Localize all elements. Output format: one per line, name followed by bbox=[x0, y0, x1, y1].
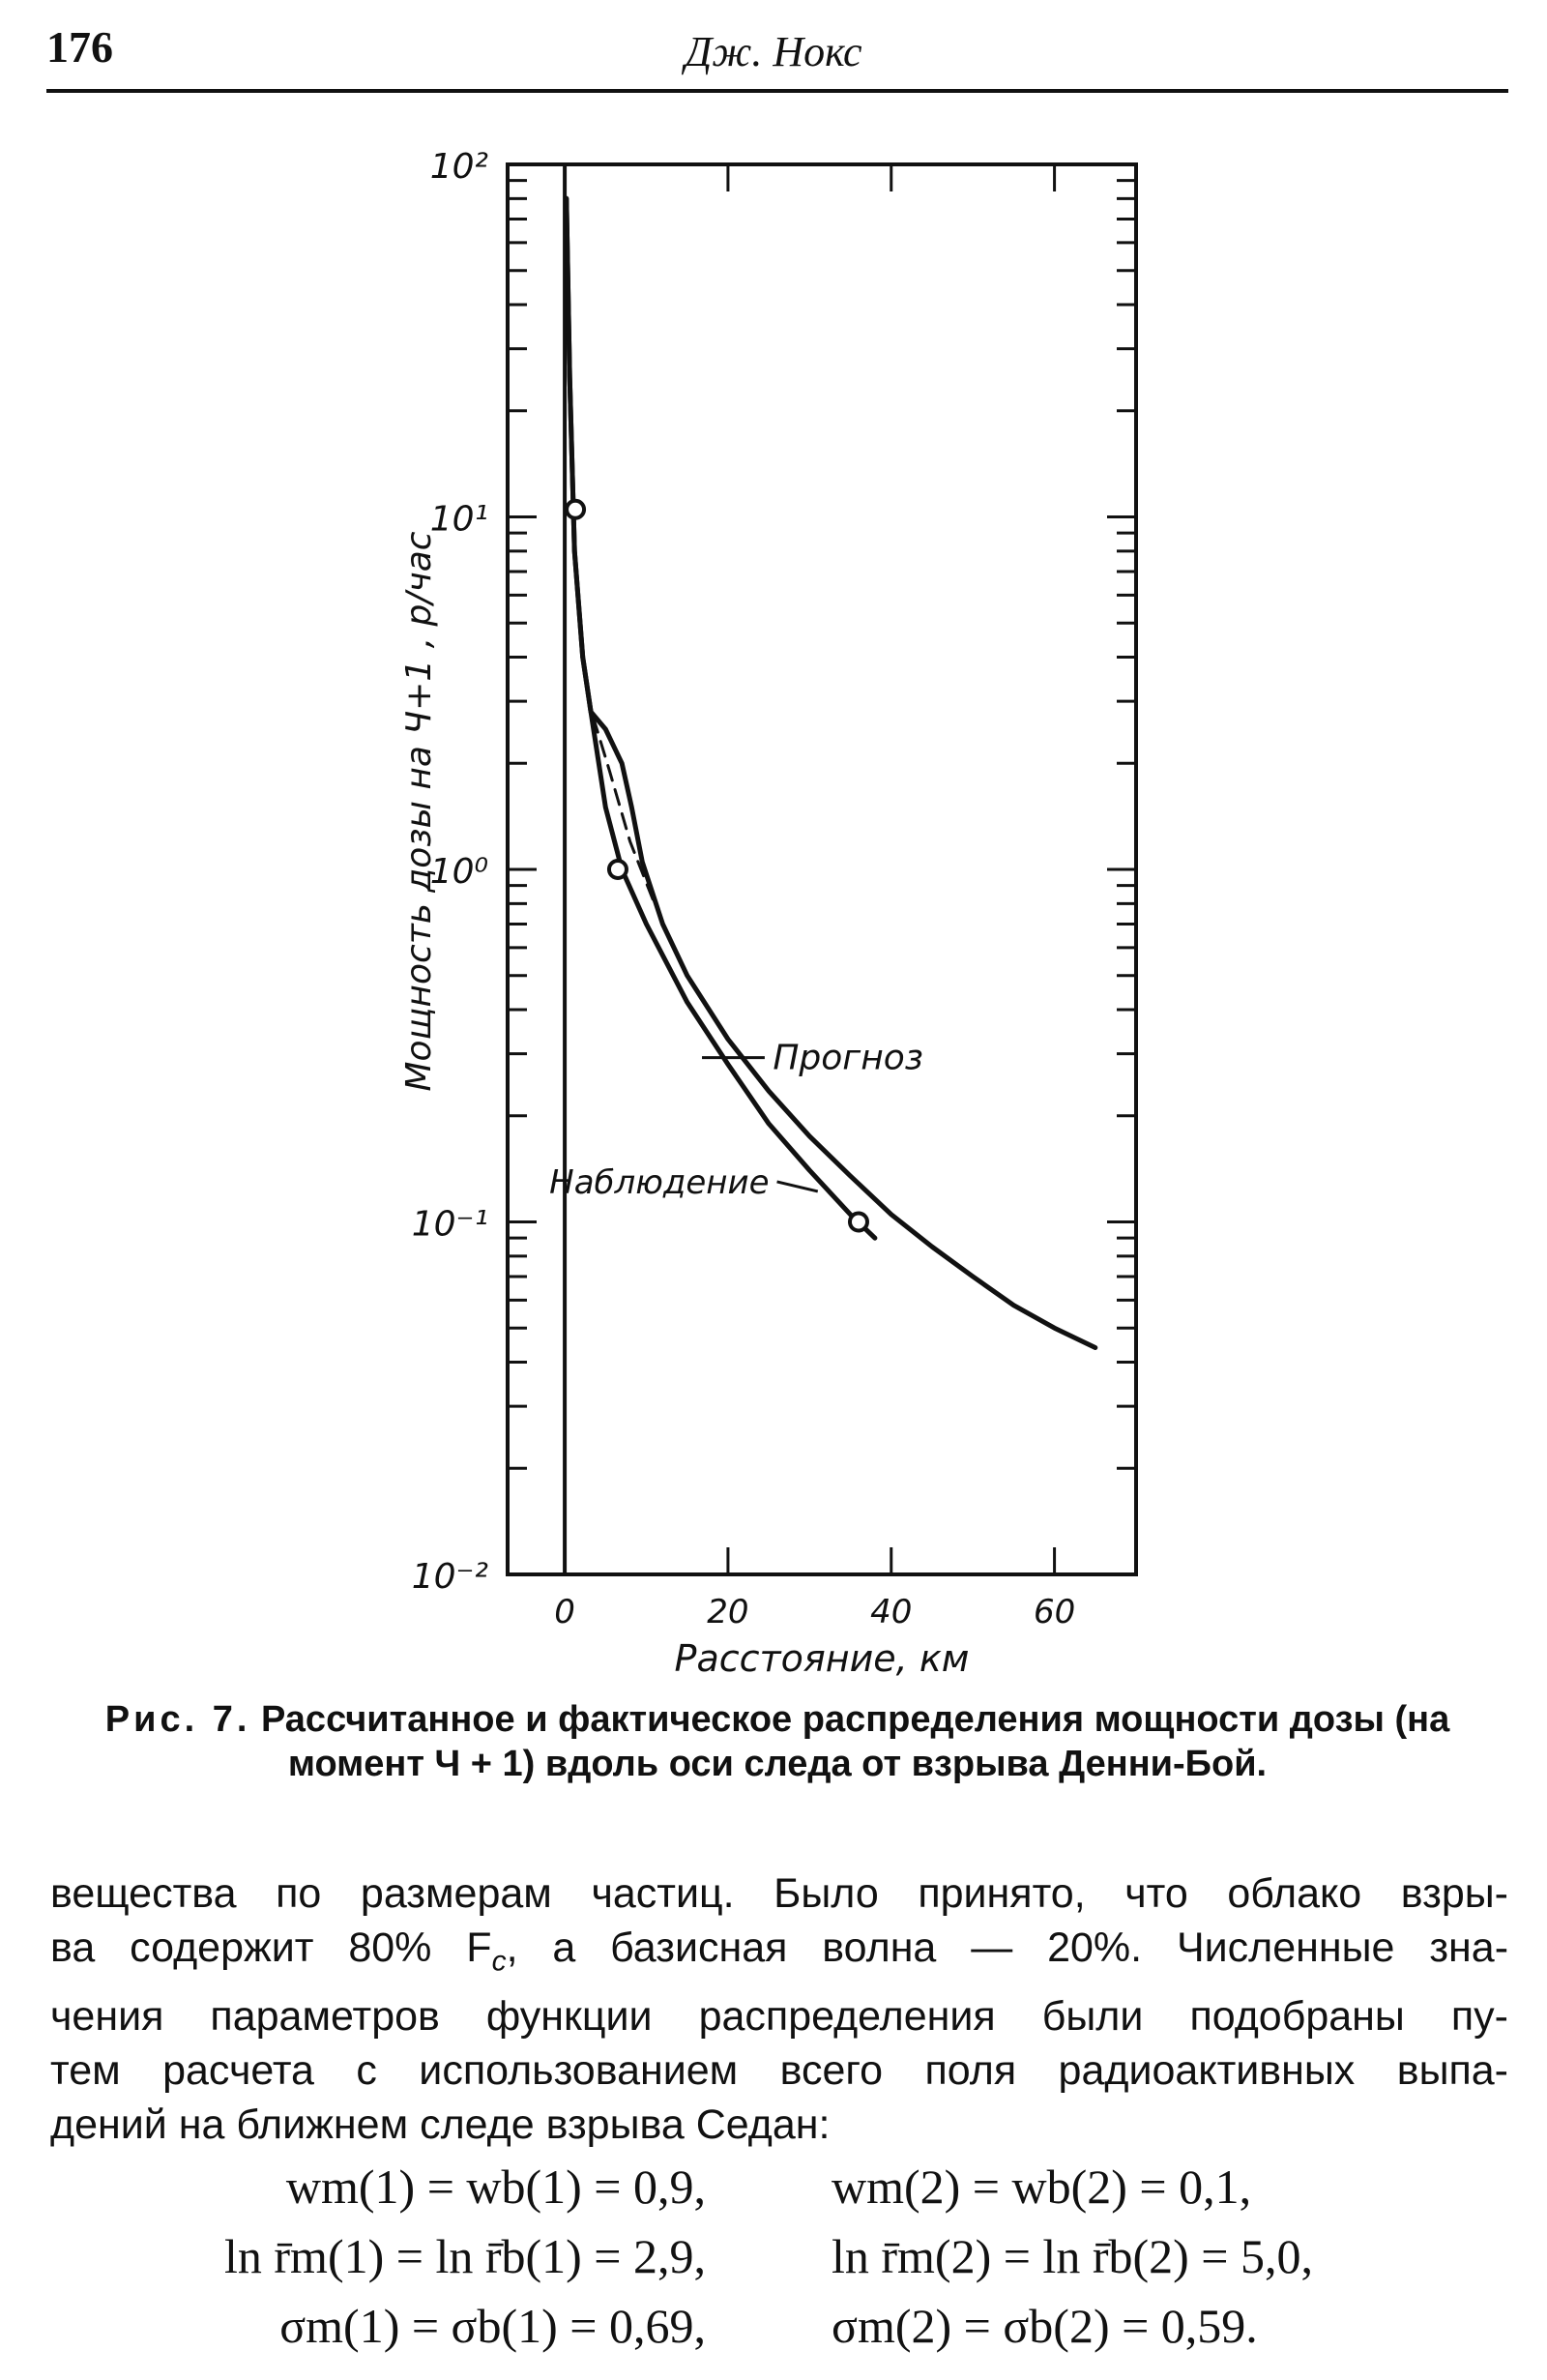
formula-lnr-2: ln r̄m(2) = ln r̄b(2) = 5,0, bbox=[832, 2229, 1313, 2283]
y-tick-label: 10⁰ bbox=[429, 852, 488, 892]
x-tick-label: 0 bbox=[554, 1593, 575, 1631]
figure-caption-text: Рассчитанное и фактическое распределения мощности дозы (на момент Ч + 1) вдоль оси следа от взрыва Денни-Бой. bbox=[260, 1699, 1450, 1784]
series-observation bbox=[567, 198, 875, 1238]
formula-w-2: wm(2) = wb(2) = 0,1, bbox=[832, 2160, 1252, 2214]
formula-lnr-1: ln r̄m(1) = ln r̄b(1) = 2,9, bbox=[224, 2229, 706, 2283]
y-axis-label: Мощность дозы на Ч+1 , р/час bbox=[399, 531, 439, 1092]
formula-block bbox=[0, 2152, 1547, 2361]
figure-caption-label: Рис. 7. bbox=[104, 1699, 251, 1740]
x-tick-label: 40 bbox=[870, 1593, 913, 1631]
plot-frame bbox=[508, 164, 1136, 1574]
observation-point bbox=[850, 1214, 867, 1231]
observation-point bbox=[609, 861, 627, 878]
body-line bbox=[50, 1921, 1508, 1989]
y-tick-label: 10² bbox=[429, 147, 488, 187]
x-axis-label: Расстояние, км bbox=[674, 1637, 970, 1680]
body-line: тем расчета с использованием всего поля радиоактивных выпа- bbox=[50, 2046, 1508, 2094]
x-tick-label: 60 bbox=[1033, 1593, 1076, 1631]
body-paragraph bbox=[50, 1866, 1508, 2152]
formula-row bbox=[0, 2291, 1547, 2361]
formula-sigma-2: σm(2) = σb(2) = 0,59. bbox=[832, 2299, 1258, 2353]
body-line: дений на ближнем следе взрыва Седан: bbox=[50, 2101, 831, 2148]
running-head: Дж. Нокс bbox=[685, 28, 862, 75]
header-rule bbox=[46, 89, 1508, 93]
page-header bbox=[0, 0, 1547, 106]
observation-annotation: Наблюдение bbox=[549, 1162, 770, 1202]
body-line: вещества по размерам частиц. Было принято, что облако взры- bbox=[50, 1870, 1508, 1917]
y-tick-label: 10⁻² bbox=[411, 1557, 488, 1597]
body-line-part: , а базисная волна — 20%. Численные зна- bbox=[506, 1925, 1509, 1971]
formula-row bbox=[0, 2152, 1547, 2221]
dose-rate-chart bbox=[0, 135, 1547, 1683]
x-tick-label: 20 bbox=[707, 1593, 749, 1631]
body-line-subscript: c bbox=[491, 1945, 507, 1978]
figure-caption bbox=[46, 1697, 1508, 1786]
formula-sigma-1: σm(1) = σb(1) = 0,69, bbox=[279, 2299, 706, 2353]
observation-leader-line bbox=[777, 1182, 818, 1191]
observation-point bbox=[567, 501, 584, 518]
forecast-annotation: Прогноз bbox=[773, 1038, 923, 1078]
chart-axes bbox=[508, 164, 1136, 1574]
body-line-part: ва содержит 80% F bbox=[50, 1925, 492, 1971]
chart-labels bbox=[399, 147, 1075, 1680]
formula-w-1: wm(1) = wb(1) = 0,9, bbox=[285, 2160, 706, 2214]
body-line: чения параметров функции распределения были подобраны пу- bbox=[50, 1992, 1508, 2040]
page-number: 176 bbox=[46, 22, 113, 72]
y-tick-label: 10¹ bbox=[429, 499, 488, 540]
y-tick-label: 10⁻¹ bbox=[411, 1204, 488, 1245]
formula-row bbox=[0, 2221, 1547, 2291]
